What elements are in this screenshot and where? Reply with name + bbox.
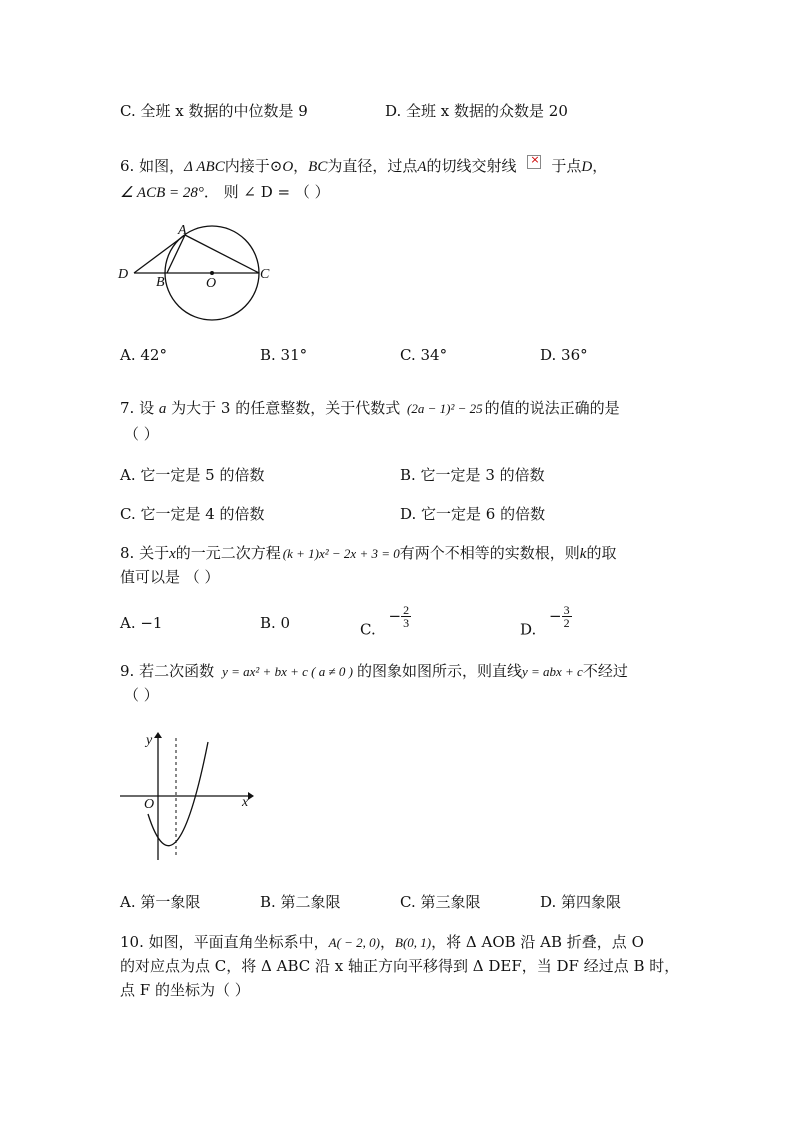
q6-stem-line2: ∠ ACB = 28°． 则 ∠ D = （ ）: [120, 183, 330, 201]
q9-stem: 9. 若二次函数 y = ax² + bx + c ( a ≠ 0 ) 的图象如图所示，则直线y = abx + c不经过: [120, 662, 628, 680]
q7-option-c: C. 它一定是 4 的倍数: [120, 505, 265, 523]
q10-stem-line3: 点 F 的坐标为（ ）: [120, 981, 250, 999]
q9-option-c: C. 第三象限: [400, 893, 481, 911]
q8-stem-line2: 值可以是 （ ）: [120, 568, 220, 586]
point-o-label: O: [206, 276, 217, 291]
q8-option-b: B. 0: [260, 614, 291, 632]
point-c-label: C: [260, 267, 270, 282]
q10-stem-line2: 的对应点为点 C，将 Δ ABC 沿 x 轴正方向平移得到 Δ DEF，当 DF 经过点 B 时，: [120, 957, 680, 975]
q9-paren: （ ）: [124, 686, 159, 704]
q8-option-d: D. − $\frac{3}{2}$: [520, 603, 570, 639]
point-a-label: A: [178, 223, 187, 238]
q7-option-b: B. 它一定是 3 的倍数: [400, 466, 545, 484]
q9-option-b: B. 第二象限: [260, 893, 341, 911]
q8-option-c: C. − $\frac{2}{3}$: [360, 603, 410, 639]
q6-option-b: B. 31°: [260, 346, 308, 364]
point-b-label: B: [156, 275, 165, 290]
q6-circle-figure: [114, 222, 284, 322]
q8-option-a: A. −1: [120, 614, 163, 632]
q7-stem: 7. 设 a 为大于 3 的任意整数，关于代数式 (2a − 1)² − 25 的值的说法正确的是: [120, 399, 620, 417]
point-d-label: D: [118, 267, 129, 282]
q10-stem-line1: 10. 如图，平面直角坐标系中，A( − 2, 0)，B(0, 1)，将 Δ AOB 沿 AB 折叠，点 O: [120, 933, 644, 951]
q7-paren: （ ）: [124, 425, 159, 443]
q5-option-c: C. 全班 x 数据的中位数是 9: [120, 102, 308, 120]
q6-option-a: A. 42°: [120, 346, 167, 364]
q9-option-d: D. 第四象限: [540, 893, 622, 911]
q8-stem-line1: 8. 关于x的一元二次方程 (k + 1)x² − 2x + 3 = 0有两个不相等的实数根，则k的取: [120, 544, 617, 562]
q7-option-d: D. 它一定是 6 的倍数: [400, 505, 546, 523]
q9-parabola-figure: [116, 728, 256, 868]
q6-option-c: C. 34°: [400, 346, 448, 364]
y-axis-label: y: [146, 733, 153, 748]
origin-label: O: [144, 797, 155, 812]
q7-option-a: A. 它一定是 5 的倍数: [120, 466, 265, 484]
q5-option-d: D. 全班 x 数据的众数是 20: [385, 102, 568, 120]
broken-image-icon: [527, 155, 541, 169]
q6-stem-line1: 6. 如图，Δ ABC内接于⊙O，BC为直径，过点A的切线交射线 × 于点D，: [120, 155, 607, 176]
q6-option-d: D. 36°: [540, 346, 588, 364]
x-axis-label: x: [242, 795, 249, 810]
q9-option-a: A. 第一象限: [120, 893, 201, 911]
